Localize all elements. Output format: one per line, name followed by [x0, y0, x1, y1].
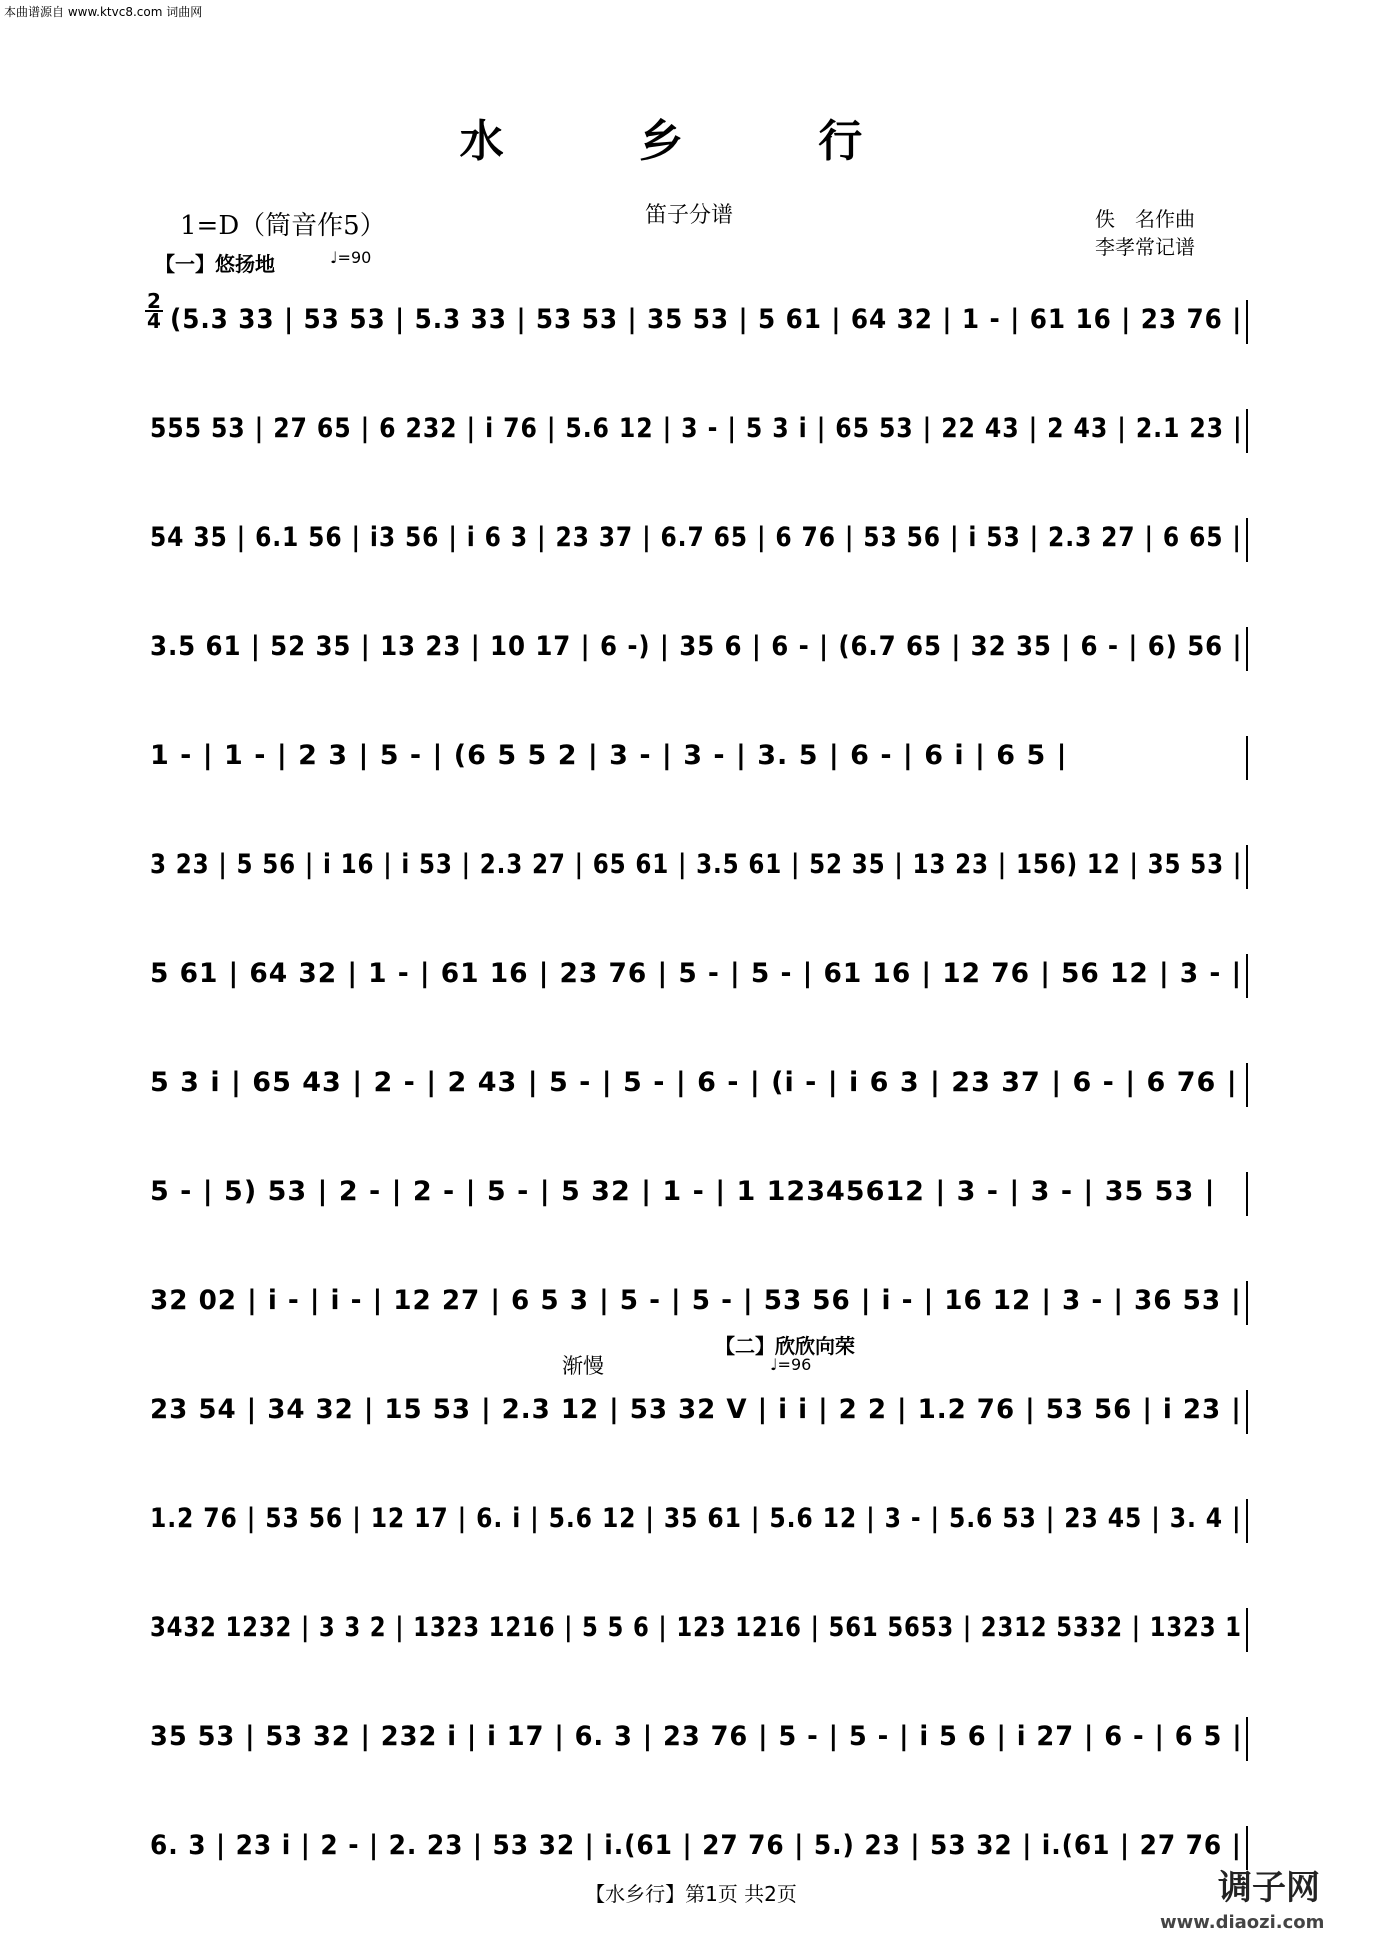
score-line-notes: 1 - | 1 - | 2 3 | 5 - | (6 5 5 2 | 3 - | 3 - | 3. 5 | 6 - | 6 i | 6 5 | — [150, 740, 1068, 771]
line-end-barline — [1246, 1717, 1248, 1761]
score-line-notes: 3.5 61 | 52 35 | 13 23 | 10 17 | 6 -) | 35 6 | 6 - | (6.7 65 | 32 35 | 6 - | 6) 56 | — [150, 631, 1243, 662]
score-line-notes: 32 02 | i - | i - | 12 27 | 6 5 3 | 5 - | 5 - | 53 56 | i - | 16 12 | 3 - | 36 53 | — [150, 1285, 1242, 1316]
score-line — [150, 1816, 1250, 1876]
score-line — [150, 1380, 1250, 1440]
score-line — [150, 726, 1250, 786]
watermark-logo: 调子网 — [1218, 1868, 1320, 1908]
score-line-notes: 555 53 | 27 65 | 6 232 | i 76 | 5.6 12 | 3 - | 5 3 i | 65 53 | 22 43 | 2 43 | 2.1 23 | — [150, 413, 1243, 444]
score-line — [150, 1489, 1250, 1549]
line-end-barline — [1246, 736, 1248, 780]
tempo-change-marking: 渐慢 — [562, 1354, 604, 1378]
line-end-barline — [1246, 1172, 1248, 1216]
credits — [1095, 205, 1195, 261]
subtitle: 笛子分谱 — [645, 203, 734, 228]
score-line-notes: 35 53 | 53 32 | 232 i | i 17 | 6. 3 | 23 76 | 5 - | 5 - | i 5 6 | i 27 | 6 - | 6 5 | — [150, 1721, 1243, 1752]
tempo-marking-2: ♩=96 — [770, 1355, 812, 1374]
line-end-barline — [1246, 1499, 1248, 1543]
score-line — [150, 1162, 1250, 1222]
transcriber: 李孝常记谱 — [1095, 235, 1195, 259]
score-line — [150, 1707, 1250, 1767]
section-heading-2: 【二】欣欣向荣 — [715, 1334, 855, 1358]
score-line-notes: 23 54 | 34 32 | 15 53 | 2.3 12 | 53 32 V | i i | 2 2 | 1.2 76 | 53 56 | i 23 | — [150, 1394, 1242, 1425]
line-end-barline — [1246, 1608, 1248, 1652]
line-end-barline — [1246, 300, 1248, 344]
line-end-barline — [1246, 954, 1248, 998]
line-end-barline — [1246, 409, 1248, 453]
score-line-notes: 3 23 | 5 56 | i 16 | i 53 | 2.3 27 | 65 61 | 3.5 61 | 52 35 | 13 23 | 156) 12 | 35 53 | — [150, 849, 1243, 880]
section-heading-1: 【一】悠扬地 — [155, 252, 275, 276]
line-end-barline — [1246, 845, 1248, 889]
score-line — [170, 290, 1250, 350]
composer: 佚 名作曲 — [1095, 207, 1195, 231]
page-footer: 【水乡行】第1页 共2页 — [585, 1882, 797, 1906]
watermark-url: www.diaozi.com — [1160, 1912, 1325, 1933]
source-note: 本曲谱源自 www.ktvc8.com 词曲网 — [4, 5, 203, 19]
score-line-notes: 6. 3 | 23 i | 2 - | 2. 23 | 53 32 | i.(61 | 27 76 | 5.) 23 | 53 32 | i.(61 | 27 76 | — [150, 1830, 1242, 1861]
score-line-notes: 54 35 | 6.1 56 | i3 56 | i 6 3 | 23 37 | 6.7 65 | 6 76 | 53 56 | i 53 | 2.3 27 | 6 65 | — [150, 522, 1242, 553]
tempo-marking-1: ♩=90 — [330, 248, 372, 267]
line-end-barline — [1246, 1390, 1248, 1434]
line-end-barline — [1246, 1063, 1248, 1107]
score-line — [150, 1053, 1250, 1113]
score-line-notes: 3432 1232 | 3 3 2 | 1323 1216 | 5 5 6 | 123 1216 | 561 5653 | 2312 5332 | 1323 1 — [150, 1612, 1242, 1643]
time-signature-bottom: 4 — [147, 309, 161, 333]
score-line-notes: 5 61 | 64 32 | 1 - | 61 16 | 23 76 | 5 - | 5 - | 61 16 | 12 76 | 56 12 | 3 - | — [150, 958, 1243, 989]
score-line — [150, 835, 1250, 895]
score-line — [150, 508, 1250, 568]
score-line-notes: (5.3 33 | 53 53 | 5.3 33 | 53 53 | 35 53 | 5 61 | 64 32 | 1 - | 61 16 | 23 76 | — [170, 304, 1243, 335]
score-line-notes: 5 - | 5) 53 | 2 - | 2 - | 5 - | 5 32 | 1 - | 1 12345612 | 3 - | 3 - | 35 53 | — [150, 1176, 1216, 1207]
time-signature-top: 2 — [145, 292, 163, 312]
score-line-notes: 5 3 i | 65 43 | 2 - | 2 43 | 5 - | 5 - | 6 - | (i - | i 6 3 | 23 37 | 6 - | 6 76 | — [150, 1067, 1238, 1098]
score-line — [150, 1271, 1250, 1331]
score-line — [150, 399, 1250, 459]
key-signature: 1=D（筒音作5） — [180, 211, 386, 241]
score-line — [150, 944, 1250, 1004]
line-end-barline — [1246, 627, 1248, 671]
score-line — [150, 1598, 1250, 1658]
score-line — [150, 617, 1250, 677]
page-title: 水 乡 行 — [459, 116, 923, 167]
line-end-barline — [1246, 1281, 1248, 1325]
score-line-notes: 1.2 76 | 53 56 | 12 17 | 6. i | 5.6 12 | 35 61 | 5.6 12 | 3 - | 5.6 53 | 23 45 | 3. 4 | — [150, 1503, 1242, 1534]
line-end-barline — [1246, 518, 1248, 562]
time-signature — [145, 289, 163, 333]
